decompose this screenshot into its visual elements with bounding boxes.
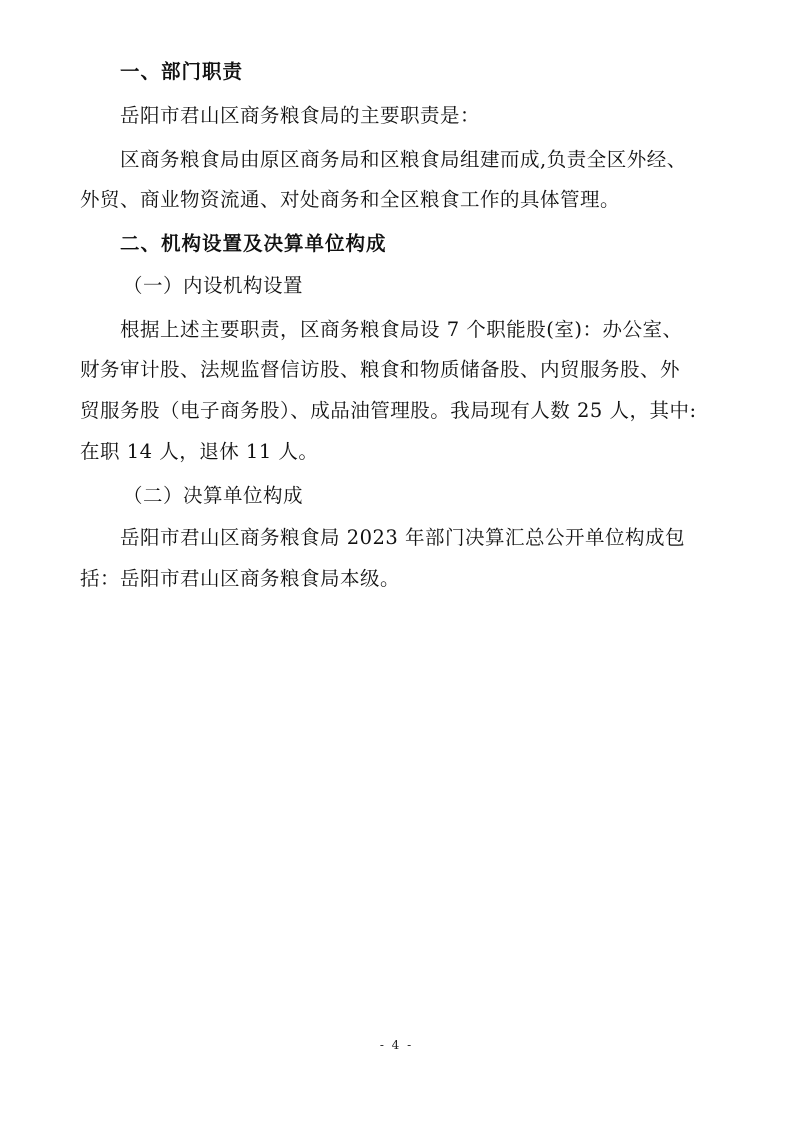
subsection1-line4: 在职 14 人，退休 11 人。 xyxy=(80,440,319,463)
subsection1-line1: 根据上述主要职责，区商务粮食局设 7 个职能股(室)：办公室、 xyxy=(120,318,683,341)
section1-heading: 一、部门职责 xyxy=(120,60,244,83)
page-number: - 4 - xyxy=(379,1038,414,1052)
section1-body-line2: 外贸、商业物资流通、对处商务和全区粮食工作的具体管理。 xyxy=(80,188,621,211)
subsection2-title: （二）决算单位构成 xyxy=(123,484,304,507)
subsection1-line2: 财务审计股、法规监督信访股、粮食和物质储备股、内贸服务股、外 xyxy=(80,358,681,381)
section2-heading: 二、机构设置及决算单位构成 xyxy=(120,232,387,255)
section1-intro: 岳阳市君山区商务粮食局的主要职责是： xyxy=(120,104,481,127)
subsection1-line3: 贸服务股（电子商务股）、成品油管理股。我局现有人数 25 人，其中: xyxy=(80,399,697,422)
subsection2-line1: 岳阳市君山区商务粮食局 2023 年部门决算汇总公开单位构成包 xyxy=(120,526,686,549)
subsection2-line2: 括：岳阳市君山区商务粮食局本级。 xyxy=(80,567,401,590)
subsection1-title: （一）内设机构设置 xyxy=(123,274,304,297)
section1-body-line1: 区商务粮食局由原区商务局和区粮食局组建而成,负责全区外经、 xyxy=(120,148,687,171)
